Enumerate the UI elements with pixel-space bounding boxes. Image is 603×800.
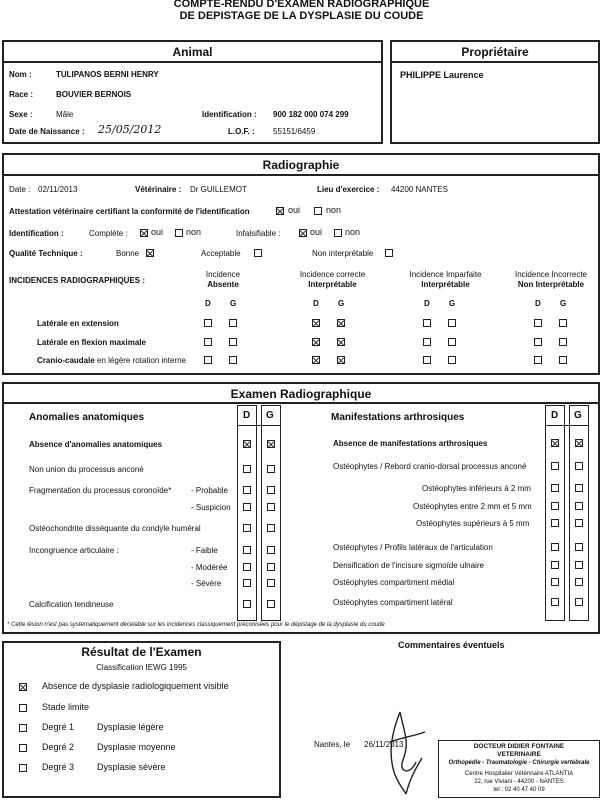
cranio-imparfaite-g-checkbox[interactable] xyxy=(448,356,456,364)
entre2et5-label: Ostéophytes entre 2 mm et 5 mm xyxy=(413,502,532,511)
arthrosiques-heading: Manifestations arthrosiques xyxy=(331,412,465,423)
row-cranio-caudale xyxy=(37,356,186,365)
g-header: G xyxy=(230,299,237,308)
qualite-label: Qualité Technique : xyxy=(9,249,83,258)
nantes-le-label: Nantes, le xyxy=(314,740,351,749)
row-label: Latérale en flexion maximale xyxy=(37,338,146,347)
complete-non-checkbox[interactable] xyxy=(175,229,183,237)
entre2et5-d-checkbox[interactable] xyxy=(551,502,559,510)
col-imparfaite-l1: Incidence Imparfaite xyxy=(409,270,482,279)
probable-d-checkbox[interactable] xyxy=(243,486,251,494)
sexe-label: Sexe : xyxy=(9,110,33,119)
race-value: BOUVIER BERNOIS xyxy=(56,90,132,99)
col-correcte-l1: Incidence correcte xyxy=(299,270,366,279)
nonunion-d-checkbox[interactable] xyxy=(243,465,251,473)
absence-anomalies-g-checkbox[interactable] xyxy=(267,440,275,448)
divider xyxy=(2,402,600,404)
commentaires-heading: Commentaires éventuels xyxy=(398,640,505,650)
osteochondrite-d-checkbox[interactable] xyxy=(243,524,251,532)
absence-dysplasie-checkbox[interactable] xyxy=(19,683,27,691)
col-correcte-l2: Interprétable xyxy=(308,280,357,289)
incidences-label: INCIDENCES RADIOGRAPHIQUES : xyxy=(9,276,146,285)
absence-anomalies-d-checkbox[interactable] xyxy=(243,440,251,448)
race-label: Race : xyxy=(9,90,34,99)
moderee-d-checkbox[interactable] xyxy=(243,563,251,571)
flexion-absente-g-checkbox[interactable] xyxy=(229,338,237,346)
divider xyxy=(390,61,600,63)
d-column xyxy=(545,405,565,621)
attestation-label: Attestation vétérinaire certifiant la conformité de l'identification xyxy=(9,207,250,216)
extension-absente-d-checkbox[interactable] xyxy=(204,319,212,327)
degre3-checkbox[interactable] xyxy=(19,764,27,772)
animal-heading: Animal xyxy=(172,45,213,59)
absence-arthrosiques-d-checkbox[interactable] xyxy=(551,439,559,447)
faible-d-checkbox[interactable] xyxy=(243,546,251,554)
degre2-checkbox[interactable] xyxy=(19,744,27,752)
infalsifiable-non-label: non xyxy=(345,227,361,237)
noninterpretable-checkbox[interactable] xyxy=(385,249,393,257)
identification-label: Identification : xyxy=(9,229,64,238)
extension-incorrecte-d-checkbox[interactable] xyxy=(534,319,542,327)
probable-g-checkbox[interactable] xyxy=(267,486,275,494)
date-label: Date : xyxy=(9,185,31,194)
sexe-value: Mâle xyxy=(56,110,74,119)
extension-imparfaite-g-checkbox[interactable] xyxy=(448,319,456,327)
entre2et5-g-checkbox[interactable] xyxy=(575,502,583,510)
osteochondrite-g-checkbox[interactable] xyxy=(267,524,275,532)
stade-limite-label: Stade limite xyxy=(42,702,90,712)
flexion-correcte-d-checkbox[interactable] xyxy=(312,338,320,346)
nom-label: Nom : xyxy=(9,70,32,79)
resultat-heading: Résultat de l'Examen xyxy=(81,645,202,659)
footnote: * Cette lésion n'est pas systématiquement décelable sur les incidences classiquement préconisées pour le dépistage de la dysplasie du coude xyxy=(7,622,385,628)
d-header: D xyxy=(313,299,319,308)
stamp-name: DOCTEUR DIDIER FONTAINE xyxy=(473,743,565,750)
lof-value: 55151/6459 xyxy=(273,127,316,136)
col-imparfaite-l2: Interprétable xyxy=(421,280,470,289)
g-column xyxy=(569,405,589,621)
row-label: Latérale en extension xyxy=(37,319,119,328)
d-header: D xyxy=(535,299,541,308)
cranio-imparfaite-d-checkbox[interactable] xyxy=(423,356,431,364)
degre3-desc: Dysplasie sévère xyxy=(97,762,166,772)
complete-label: Complète : xyxy=(89,229,128,238)
vet-label: Vétérinaire : xyxy=(135,185,182,194)
col-absente-l2: Absente xyxy=(207,280,239,289)
acceptable-label: Acceptable xyxy=(201,249,241,258)
row-label-suffix: en légère rotation interne xyxy=(94,356,186,365)
divider xyxy=(237,425,281,426)
extension-imparfaite-d-checkbox[interactable] xyxy=(423,319,431,327)
lateral-label: Ostéophytes compartiment latéral xyxy=(333,598,453,607)
d-header: D xyxy=(243,410,251,421)
g-header: G xyxy=(449,299,456,308)
calcification-g-checkbox[interactable] xyxy=(267,600,275,608)
flexion-incorrecte-g-checkbox[interactable] xyxy=(559,338,567,346)
id-value: 900 182 000 074 299 xyxy=(273,110,349,119)
medial-label: Ostéophytes compartiment médial xyxy=(333,578,455,587)
moderee-g-checkbox[interactable] xyxy=(267,563,275,571)
dob-value: 25/05/2012 xyxy=(98,123,162,136)
sup5mm-d-checkbox[interactable] xyxy=(551,519,559,527)
profils-g-checkbox[interactable] xyxy=(575,543,583,551)
title-line2: DE DEPISTAGE DE LA DYSPLASIE DU COUDE xyxy=(179,10,424,22)
flexion-correcte-g-checkbox[interactable] xyxy=(337,338,345,346)
bonne-checkbox[interactable] xyxy=(146,249,154,257)
stade-limite-checkbox[interactable] xyxy=(19,704,27,712)
acceptable-checkbox[interactable] xyxy=(254,249,262,257)
owner-heading: Propriétaire xyxy=(461,45,529,59)
infalsifiable-label: Infalsifiable : xyxy=(236,229,281,238)
severe-d-checkbox[interactable] xyxy=(243,579,251,587)
degre2-label: Degré 2 xyxy=(42,742,75,752)
examen-heading: Examen Radiographique xyxy=(230,387,372,401)
stamp-specialty: Orthopédie - Traumatologie - Chirurgie vertébrale xyxy=(448,760,590,766)
incongruence-label: Incongruence articulaire : xyxy=(29,546,119,555)
severe-g-checkbox[interactable] xyxy=(267,579,275,587)
owner-name: PHILIPPE Laurence xyxy=(400,70,484,80)
attestation-oui-checkbox[interactable] xyxy=(276,207,284,215)
col-incorrecte-l1: Incidence Incorrecte xyxy=(514,270,588,279)
extension-absente-g-checkbox[interactable] xyxy=(229,319,237,327)
g-header: G xyxy=(338,299,345,308)
absence-anomalies-label: Absence d'anomalies anatomiques xyxy=(29,440,163,449)
sup5mm-g-checkbox[interactable] xyxy=(575,519,583,527)
noninterpretable-label: Non interprétable xyxy=(312,249,374,258)
absence-dysplasie-label: Absence de dysplasie radiologiquement visible xyxy=(42,681,229,691)
suspicion-d-checkbox[interactable] xyxy=(243,503,251,511)
lieu-label: Lieu d'exercice : xyxy=(317,185,380,194)
complete-oui-checkbox[interactable] xyxy=(140,229,148,237)
degre3-label: Degré 3 xyxy=(42,762,75,772)
nonunion-g-checkbox[interactable] xyxy=(267,465,275,473)
densification-label: Densification de l'incisure sigmoïde ulnaire xyxy=(333,561,484,570)
attestation-oui-label: oui xyxy=(288,205,301,215)
radiographie-heading: Radiographie xyxy=(262,158,340,172)
moderee-label: - Modérée xyxy=(191,563,228,572)
title-line1: COMPTE-RENDU D'EXAMEN RADIOGRAPHIQUE xyxy=(173,0,430,10)
bonne-label: Bonne xyxy=(116,249,140,258)
cranio-correcte-g-checkbox[interactable] xyxy=(337,356,345,364)
faible-g-checkbox[interactable] xyxy=(267,546,275,554)
rebord-d-checkbox[interactable] xyxy=(551,462,559,470)
profils-d-checkbox[interactable] xyxy=(551,543,559,551)
flexion-imparfaite-g-checkbox[interactable] xyxy=(448,338,456,346)
extension-correcte-d-checkbox[interactable] xyxy=(312,319,320,327)
cranio-absente-g-checkbox[interactable] xyxy=(229,356,237,364)
row-laterale-extension xyxy=(37,319,119,328)
divider xyxy=(2,61,383,63)
row-label: Cranio-caudale xyxy=(37,356,95,365)
sup5mm-label: Ostéophytes supérieurs à 5 mm xyxy=(416,519,530,528)
calcification-d-checkbox[interactable] xyxy=(243,600,251,608)
lof-label: L.O.F. : xyxy=(228,127,255,136)
signature-date: 26/11/2013 xyxy=(364,740,404,749)
attestation-non-label: non xyxy=(326,205,342,215)
extension-incorrecte-g-checkbox[interactable] xyxy=(559,319,567,327)
infalsifiable-oui-label: oui xyxy=(310,227,323,237)
densification-g-checkbox[interactable] xyxy=(575,561,583,569)
medial-d-checkbox[interactable] xyxy=(551,578,559,586)
rebord-g-checkbox[interactable] xyxy=(575,462,583,470)
lateral-d-checkbox[interactable] xyxy=(551,598,559,606)
nom-value: TULIPANOS BERNI HENRY xyxy=(56,70,159,79)
vet-value: Dr GUILLEMOT xyxy=(190,185,247,194)
profils-label: Ostéophytes / Profils latéraux de l'articulation xyxy=(333,543,493,552)
stamp-title: VETERINAIRE xyxy=(497,751,541,758)
complete-oui-label: oui xyxy=(151,227,164,237)
stamp-clinic: Centre Hospitalier Vétérinaire ATLANTIA xyxy=(464,771,574,777)
lateral-g-checkbox[interactable] xyxy=(575,598,583,606)
signature-mark xyxy=(370,702,440,797)
classification-label: Classification IEWG 1995 xyxy=(96,663,187,672)
stamp-address: 22, rue Viviani - 44200 - NANTES xyxy=(474,779,564,785)
col-absente-l1: Incidence xyxy=(205,270,241,279)
extension-correcte-g-checkbox[interactable] xyxy=(337,319,345,327)
inf2mm-g-checkbox[interactable] xyxy=(575,484,583,492)
infalsifiable-oui-checkbox[interactable] xyxy=(299,229,307,237)
d-header: D xyxy=(424,299,430,308)
severe-label: - Sévère xyxy=(191,579,222,588)
d-header: D xyxy=(551,410,559,421)
absence-arthrosiques-label: Absence de manifestations arthrosiques xyxy=(333,439,488,448)
divider xyxy=(2,174,600,176)
anomalies-heading: Anomalies anatomiques xyxy=(29,412,145,423)
suspicion-g-checkbox[interactable] xyxy=(267,503,275,511)
divider xyxy=(545,425,589,426)
id-label: Identification : xyxy=(202,110,257,119)
osteochondrite-label: Ostéochondrite disséquante du condyle huméral xyxy=(29,524,201,533)
degre1-desc: Dysplasie légère xyxy=(97,722,164,732)
nonunion-label: Non union du processus anconé xyxy=(29,465,144,474)
degre1-checkbox[interactable] xyxy=(19,724,27,732)
cranio-incorrecte-d-checkbox[interactable] xyxy=(534,356,542,364)
attestation-non-checkbox[interactable] xyxy=(314,207,322,215)
cranio-incorrecte-g-checkbox[interactable] xyxy=(559,356,567,364)
calcification-label: Calcification tendineuse xyxy=(29,600,114,609)
col-incorrecte-l2: Non Interprétable xyxy=(517,280,585,289)
probable-label: - Probable xyxy=(191,486,228,495)
flexion-absente-d-checkbox[interactable] xyxy=(204,338,212,346)
absence-arthrosiques-g-checkbox[interactable] xyxy=(575,439,583,447)
row-laterale-flexion xyxy=(37,338,146,347)
infalsifiable-non-checkbox[interactable] xyxy=(334,229,342,237)
degre1-label: Degré 1 xyxy=(42,722,75,732)
lieu-value: 44200 NANTES xyxy=(391,185,448,194)
inf2mm-label: Ostéophytes inférieurs à 2 mm xyxy=(422,484,531,493)
faible-label: - Faible xyxy=(191,546,218,555)
stamp-phone: tel : 02 40 47 40 09 xyxy=(493,787,545,793)
suspicion-label: - Suspicion xyxy=(191,503,231,512)
dob-label: Date de Naissance : xyxy=(9,127,85,136)
g-column xyxy=(261,405,281,621)
degre2-desc: Dysplasie moyenne xyxy=(97,742,176,752)
cranio-correcte-d-checkbox[interactable] xyxy=(312,356,320,364)
g-header: G xyxy=(266,410,274,421)
g-header: G xyxy=(574,410,582,421)
cranio-absente-d-checkbox[interactable] xyxy=(204,356,212,364)
g-header: G xyxy=(560,299,567,308)
complete-non-label: non xyxy=(186,227,202,237)
rebord-label: Ostéophytes / Rebord cranio-dorsal processus anconé xyxy=(333,462,527,471)
densification-d-checkbox[interactable] xyxy=(551,561,559,569)
medial-g-checkbox[interactable] xyxy=(575,578,583,586)
date-value: 02/11/2013 xyxy=(38,185,78,194)
flexion-imparfaite-d-checkbox[interactable] xyxy=(423,338,431,346)
flexion-incorrecte-d-checkbox[interactable] xyxy=(534,338,542,346)
inf2mm-d-checkbox[interactable] xyxy=(551,484,559,492)
fragmentation-label: Fragmentation du processus coronoïde* xyxy=(29,486,172,495)
d-column xyxy=(237,405,257,621)
d-header: D xyxy=(205,299,211,308)
